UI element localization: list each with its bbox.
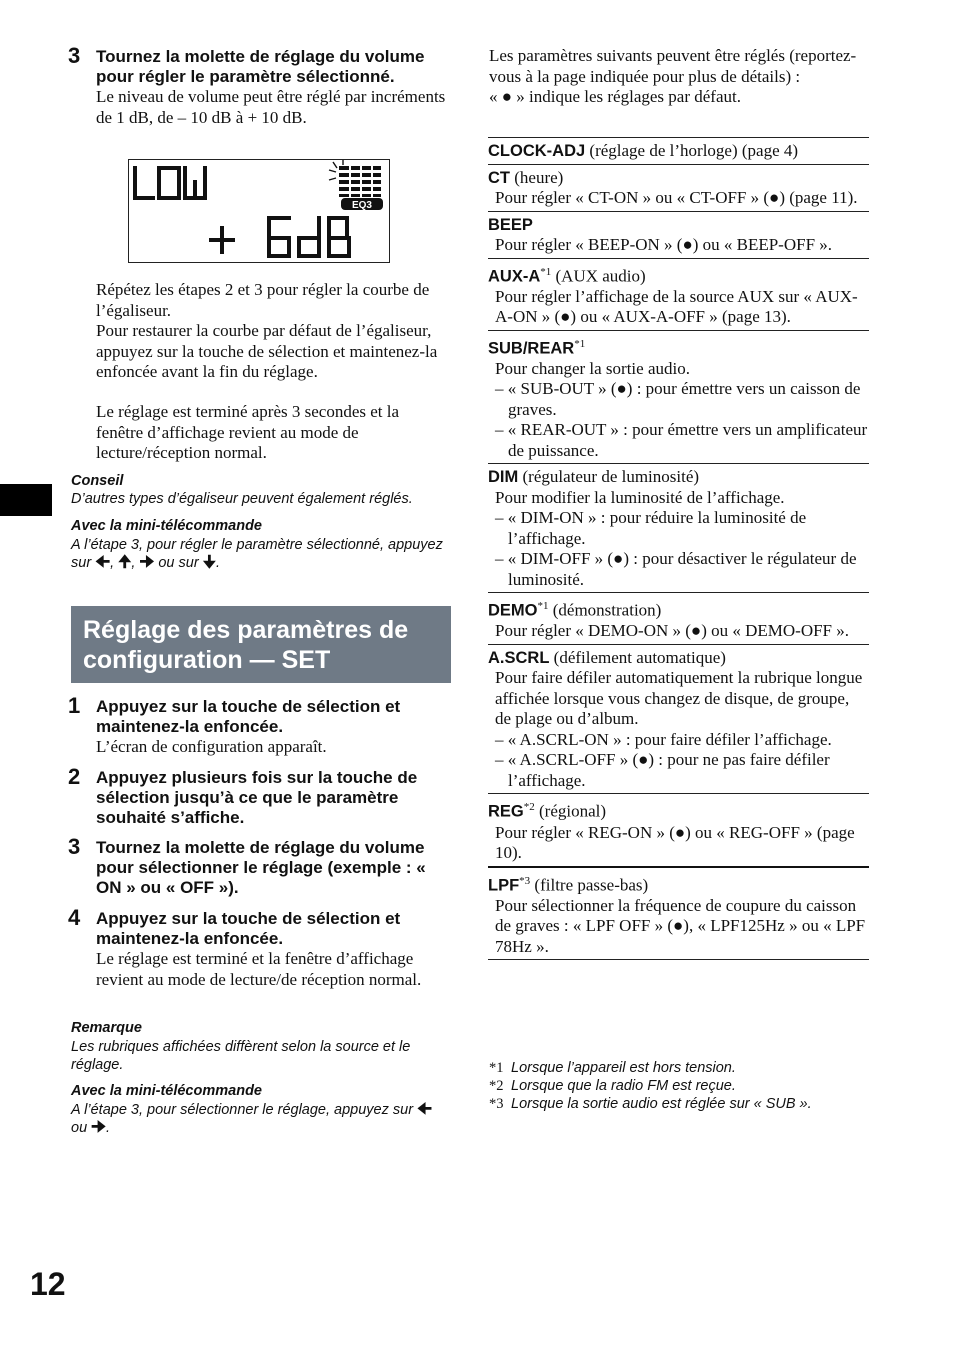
arrow-right-icon: 🠊 — [139, 554, 155, 571]
step-number: 4 — [68, 905, 81, 930]
list-item: – « DIM-OFF » (●) : pour désactiver le régulateur de luminosité. — [495, 549, 857, 589]
step-body: L’écran de configuration apparaît. — [96, 737, 327, 756]
setting-row-aux-a: AUX-$A^{*1}$ (AUX audio) Pour régler l’affichage de la source AUX sur « AUX-A-ON » (●) ou « AUX-A-OFF » (page 13). — [488, 258, 869, 330]
settings-table — [488, 137, 869, 960]
step-number: 2 — [68, 764, 81, 789]
remarque-text: Les rubriques affichées diffèrent selon la source et le réglage. — [71, 1039, 411, 1073]
mini-remote-text-2: A l’étape 3, pour sélectionner le réglage, appuyez sur 🠈 ou 🠊. — [71, 1101, 432, 1136]
setting-row-ct: CT (heure) Pour régler « CT-ON » ou « CT-OFF » (●) (page 11). — [488, 164, 869, 211]
section-heading-set: Réglage des paramètres de configuration — SET — [71, 606, 451, 683]
mini-remote-text-1: A l’étape 3, pour régler le paramètre sélectionné, appuyez sur 🠈, 🠉, 🠊 ou sur 🠋. — [71, 537, 443, 571]
eq-badge: EQ3 — [351, 200, 373, 211]
list-item: – « DIM-ON » : pour réduire la luminosité de l’affichage. — [495, 508, 807, 548]
footnote-1: *1 Lorsque l’appareil est hors tension. — [489, 1060, 736, 1076]
setting-row-beep: BEEP Pour régler « BEEP-ON » (●) ou « BEEP-OFF ». — [488, 211, 869, 258]
conseil-text: D’autres types d’égaliseur peuvent également réglés. — [71, 491, 413, 507]
step-heading: Appuyez sur la touche de sélection et maintenez-la enfoncée. — [96, 697, 401, 736]
setting-row-demo: DEMO$^{*1}$ (démonstration) Pour régler « DEMO-ON » (●) ou « DEMO-OFF ». — [488, 592, 869, 644]
mini-remote-heading-1: Avec la mini-télécommande — [71, 518, 262, 534]
footnote-3: *3 Lorsque la sortie audio est réglée sur « SUB ». — [489, 1096, 812, 1112]
step-number: 3 — [68, 834, 81, 859]
step-2 — [68, 764, 448, 828]
remarque-heading: Remarque — [71, 1020, 142, 1036]
step-body: Le niveau de volume peut être réglé par incréments de 1 dB, de – 10 dB à + 10 dB. — [96, 87, 446, 127]
arrow-down-icon: 🠋 — [202, 554, 216, 571]
setting-row-clock-adj: CLOCK-ADJ (réglage de l’horloge) (page 4) — [488, 137, 869, 164]
mini-remote-heading-2: Avec la mini-télécommande — [71, 1083, 262, 1099]
footnote-2: *2 Lorsque que la radio FM est reçue. — [489, 1078, 736, 1094]
list-item: – « A.SCRL-OFF » (●) : pour ne pas faire défiler l’affichage. — [495, 750, 830, 790]
list-item: – « A.SCRL-ON » : pour faire défiler l’affichage. — [495, 729, 832, 749]
step-heading: Appuyez sur la touche de sélection et maintenez-la enfoncée. — [96, 909, 401, 948]
setting-row-lpf: LPF$^{*3}$ (filtre passe-bas) Pour sélectionner la fréquence de coupure du caisson de graves : « LPF OFF » (●), « LPF125Hz » ou « LPF 78Hz ». — [488, 866, 869, 961]
step-heading: Tournez la molette de réglage du volume pour sélectionner le réglage (exemple : « ON » ou « OFF »). — [96, 838, 426, 897]
arrow-left-icon: 🠈 — [417, 1101, 432, 1118]
setting-row-a-scrl: A.SCRL (défilement automatique) Pour faire défiler automatiquement la rubrique longue affichée lorsque vous changez de disque, de groupe, de plage ou d’album. – « A.SCRL-ON » : pour faire défiler l’affichage. – « A.SCRL-OFF » (●) : pour ne pas faire défiler l’affichage. — [488, 644, 869, 794]
step-3 — [68, 834, 448, 898]
step-heading: Tournez la molette de réglage du volume pour régler le paramètre sélectionné. — [96, 47, 425, 86]
setting-row-reg: REG$^{*2}$ (régional) Pour régler « REG-ON » (●) ou « REG-OFF » (page 10). — [488, 793, 869, 865]
step-4 — [68, 905, 448, 990]
page-number: 12 — [30, 1266, 66, 1302]
setting-row-sub-rear: SUB/REAR$^{*1}$ Pour changer la sortie audio. – « SUB-OUT » (●) : pour émettre vers un caisson de graves. – « REAR-OUT » : pour émettre vers un amplificateur de puissance. — [488, 330, 869, 464]
step-1 — [68, 693, 448, 758]
arrow-left-icon: 🠈 — [95, 554, 111, 571]
list-item: – « SUB-OUT » (●) : pour émettre vers un caisson de graves. — [495, 379, 861, 419]
end-text: Le réglage est terminé après 3 secondes et la fenêtre d’affichage revient au mode de lecture/réception normal. — [96, 402, 400, 462]
arrow-up-icon: 🠉 — [118, 554, 132, 571]
conseil-heading: Conseil — [71, 473, 124, 489]
settings-intro: Les paramètres suivants peuvent être réglés (reportez-vous à la page indiquée pour plus de détails) : « ● » indique les réglages par défaut. — [489, 46, 857, 106]
arrow-right-icon: 🠊 — [91, 1119, 107, 1136]
step-heading: Appuyez plusieurs fois sur la touche de sélection jusqu’à ce que le paramètre souhaité s’affiche. — [96, 768, 418, 827]
setting-row-dim: DIM (régulateur de luminosité) Pour modifier la luminosité de l’affichage. – « DIM-ON » : pour réduire la luminosité de l’affichage. – « DIM-OFF » (●) : pour désactiver le régulateur de luminosité. — [488, 463, 869, 592]
list-item: – « REAR-OUT » : pour émettre vers un amplificateur de puissance. — [495, 420, 868, 460]
step-number: 3 — [68, 43, 81, 68]
lcd-segments — [129, 160, 389, 262]
restore-text: Pour restaurer la courbe par défaut de l’égaliseur, appuyez sur la touche de sélection et maintenez-la enfoncée avant la fin du réglage. — [96, 321, 438, 381]
step-3-volume — [68, 43, 448, 128]
repeat-text: Répétez les étapes 2 et 3 pour régler la courbe de l’égaliseur. — [96, 280, 430, 320]
chapter-tab-marker — [0, 484, 52, 516]
lcd-display-illustration — [128, 159, 390, 263]
step-number: 1 — [68, 693, 81, 718]
step-body: Le réglage est terminé et la fenêtre d’affichage revient au mode de lecture/de réception normal. — [96, 949, 422, 989]
